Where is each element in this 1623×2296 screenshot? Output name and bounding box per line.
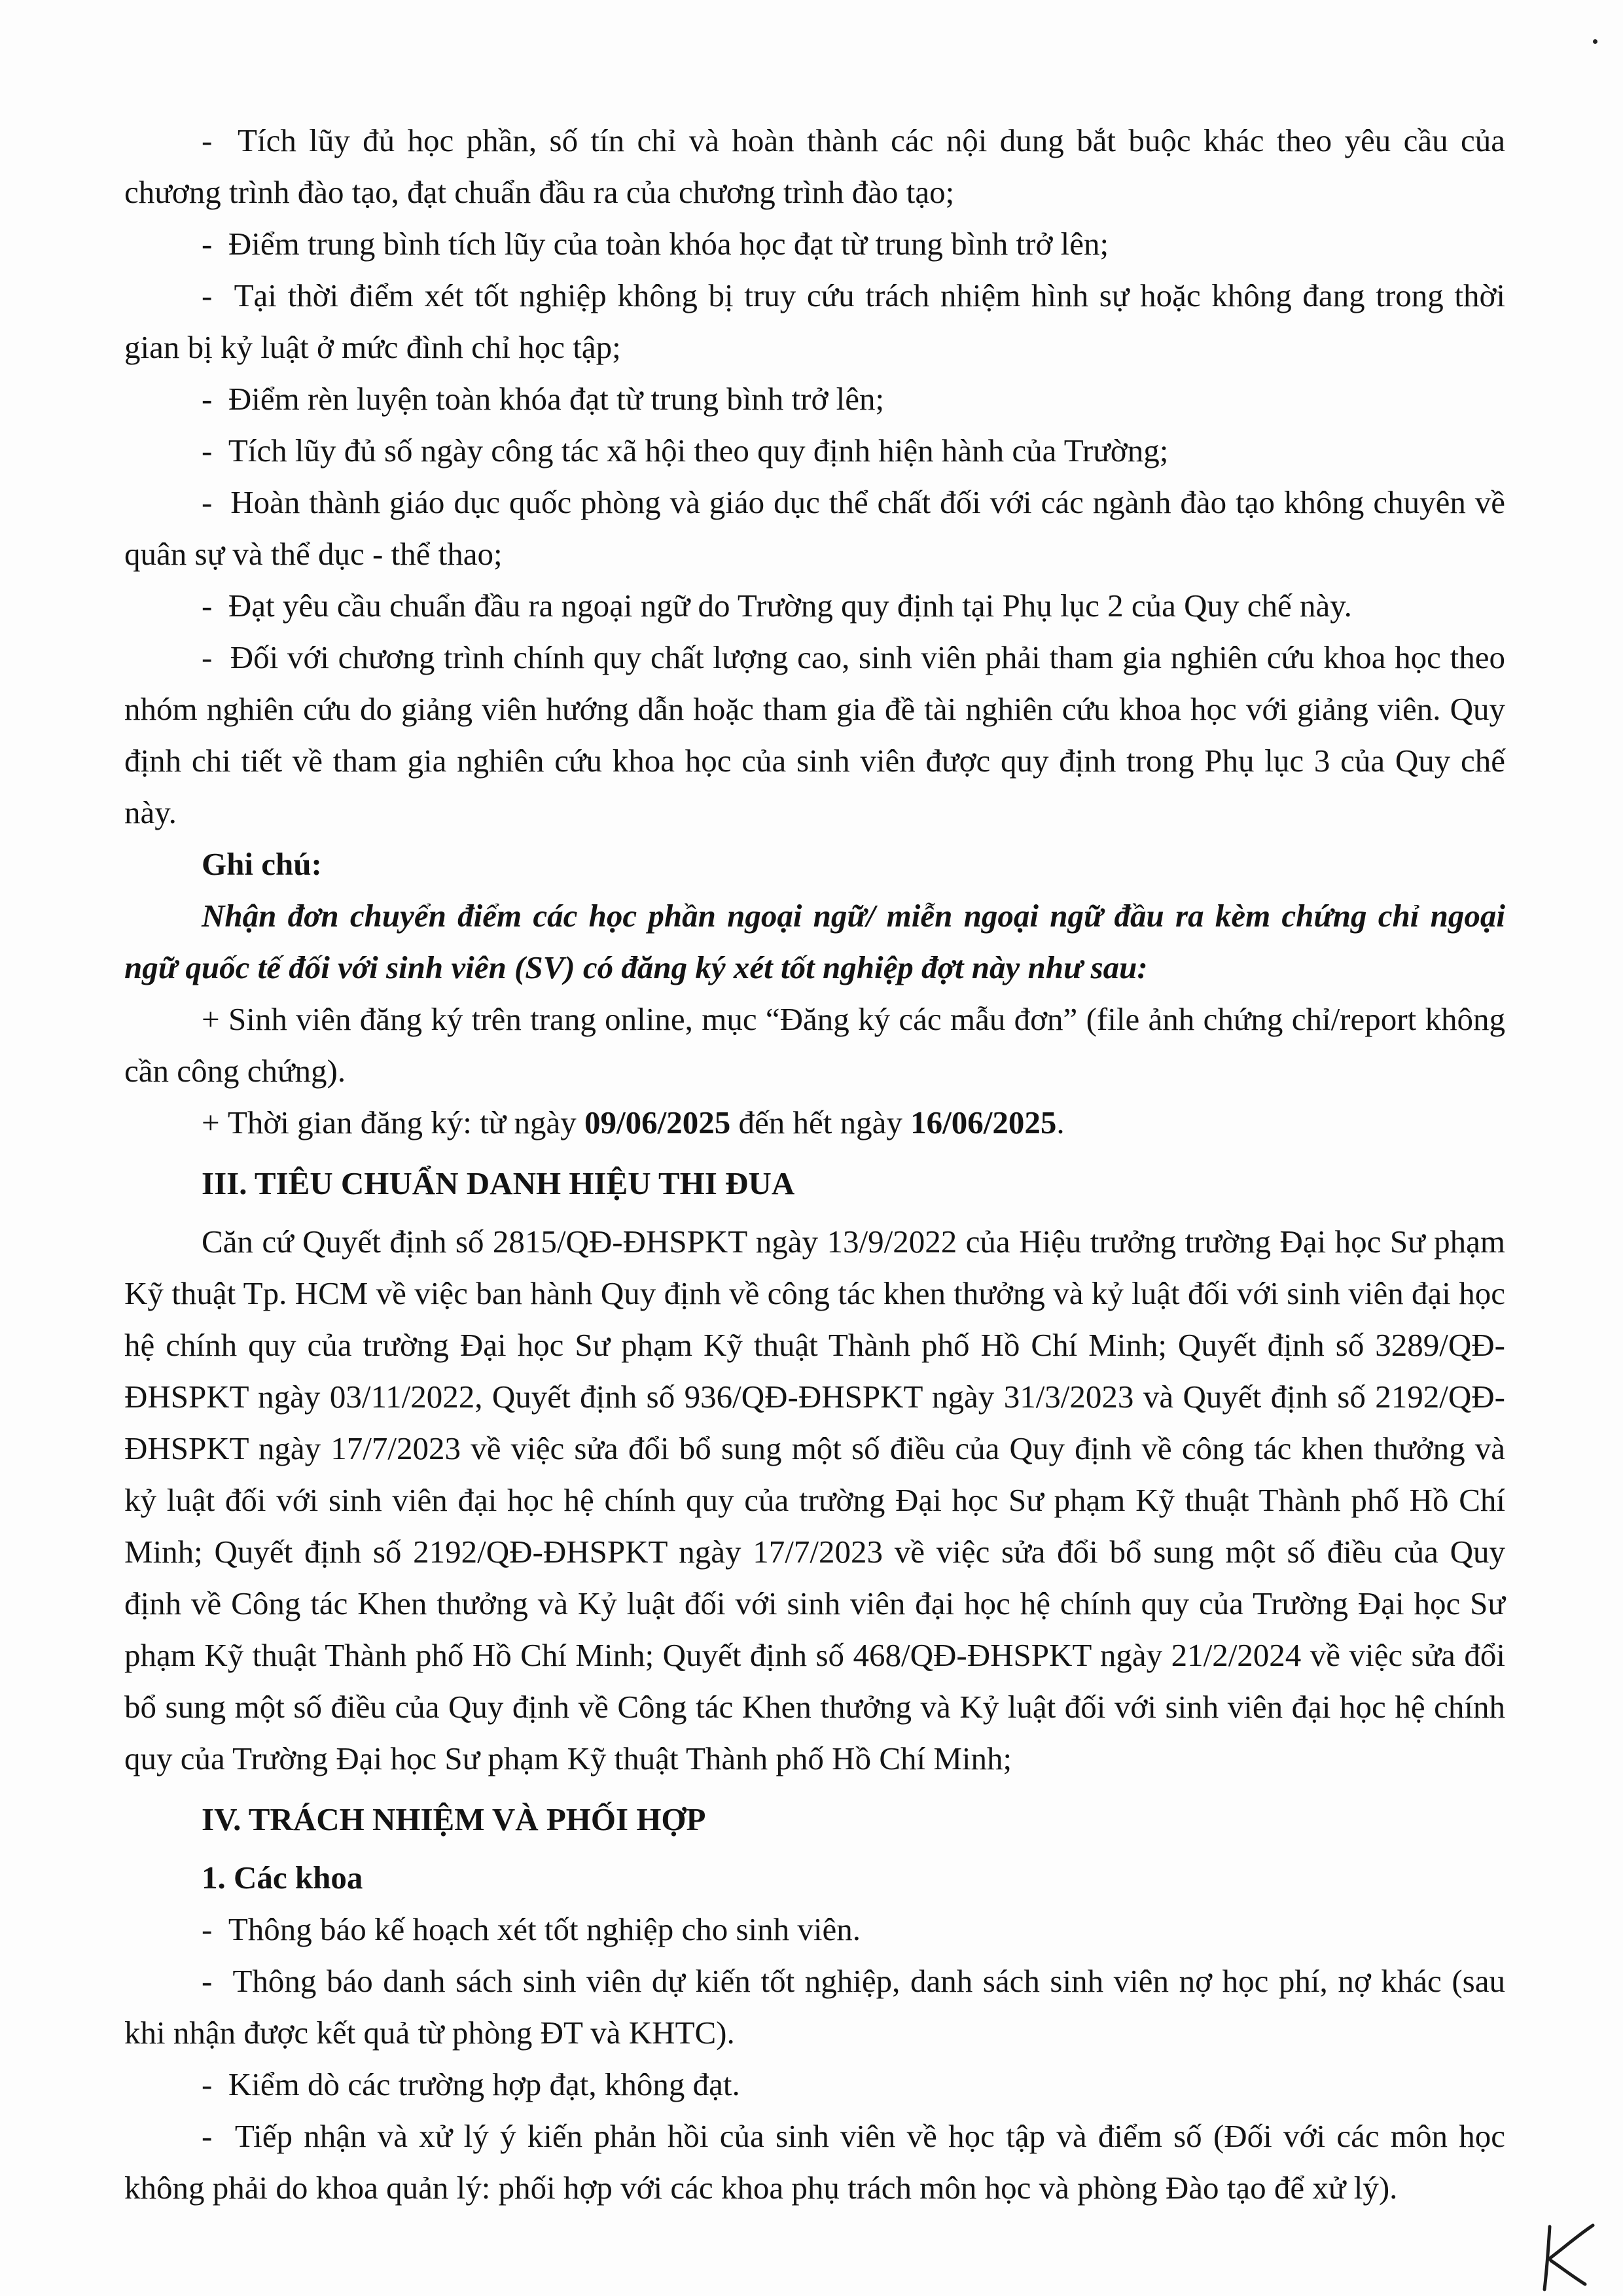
faculty-duty-bullet: - Tiếp nhận và xử lý ý kiến phản hồi của sinh viên về học tập và điểm số (Đối với các môn học không phải do khoa quản lý: phối hợp với các khoa phụ trách môn học và phòng Đào tạo để xử lý).: [124, 2110, 1505, 2214]
deadline-end-date: 16/06/2025: [910, 1104, 1057, 1140]
initial-signature: [1525, 2221, 1603, 2293]
criteria-bullet: - Tại thời điểm xét tốt nghiệp không bị truy cứu trách nhiệm hình sự hoặc không đang trong thời gian bị kỷ luật ở mức đình chỉ học tập;: [124, 270, 1505, 373]
faculty-duty-bullet: - Thông báo kế hoạch xét tốt nghiệp cho sinh viên.: [124, 1903, 1505, 1955]
section-3-body: Căn cứ Quyết định số 2815/QĐ-ĐHSPKT ngày 13/9/2022 của Hiệu trưởng trường Đại học Sư phạm Kỹ thuật Tp. HCM về việc ban hành Quy định về công tác khen thưởng và kỷ luật đối với sinh viên đại học hệ chính quy của trường Đại học Sư phạm Kỹ thuật Thành phố Hồ Chí Minh; Quyết định số 3289/QĐ-ĐHSPKT ngày 03/11/2022, Quyết định số 936/QĐ-ĐHSPKT ngày 31/3/2023 và Quyết định số 2192/QĐ-ĐHSPKT ngày 17/7/2023 về việc sửa đổi bổ sung một số điều của Quy định về công tác khen thưởng và kỷ luật đối với sinh viên đại học hệ chính quy của trường Đại học Sư phạm Kỹ thuật Thành phố Hồ Chí Minh; Quyết định số 2192/QĐ-ĐHSPKT ngày 17/7/2023 về việc sửa đổi bổ sung một số điều của Quy định về Công tác Khen thưởng và Kỷ luật đối với sinh viên đại học hệ chính quy của Trường Đại học Sư phạm Kỹ thuật Thành phố Hồ Chí Minh; Quyết định số 468/QĐ-ĐHSPKT ngày 21/2/2024 về việc sửa đổi bổ sung một số điều của Quy định về Công tác Khen thưởng và Kỷ luật đối với sinh viên đại học hệ chính quy của Trường Đại học Sư phạm Kỹ thuật Thành phố Hồ Chí Minh;: [124, 1224, 1505, 1776]
note-intro: Nhận đơn chuyển điểm các học phần ngoại ngữ/ miễn ngoại ngữ đầu ra kèm chứng chỉ ngoại ngữ quốc tế đối với sinh viên (SV) có đăng ký xét tốt nghiệp đợt này như sau:: [124, 898, 1505, 985]
deadline-suffix: .: [1056, 1104, 1065, 1140]
section-4-heading: IV. TRÁCH NHIỆM VÀ PHỐI HỢP: [202, 1801, 706, 1837]
note-item-deadline: [124, 1097, 1505, 1148]
faculty-duty-bullet: - Kiểm dò các trường hợp đạt, không đạt.: [124, 2058, 1505, 2110]
deadline-prefix: Thời gian đăng ký: từ ngày: [227, 1104, 584, 1140]
scan-dot-mark: [1593, 39, 1597, 44]
criteria-bullet: - Tích lũy đủ số ngày công tác xã hội theo quy định hiện hành của Trường;: [124, 425, 1505, 476]
faculty-duty-bullet: - Thông báo danh sách sinh viên dự kiến tốt nghiệp, danh sách sinh viên nợ học phí, nợ khác (sau khi nhận được kết quả từ phòng ĐT và KHTC).: [124, 1955, 1505, 2058]
criteria-bullet: - Điểm rèn luyện toàn khóa đạt từ trung bình trở lên;: [124, 373, 1505, 425]
criteria-bullet: - Điểm trung bình tích lũy của toàn khóa học đạt từ trung bình trở lên;: [124, 218, 1505, 270]
criteria-bullet: - Hoàn thành giáo dục quốc phòng và giáo dục thể chất đối với các ngành đào tạo không chuyên về quân sự và thể dục - thể thao;: [124, 476, 1505, 580]
deadline-start-date: 09/06/2025: [584, 1104, 731, 1140]
subsection-faculties-heading: 1. Các khoa: [202, 1860, 363, 1896]
document-body: [124, 115, 1505, 2214]
note-item-registration: + Sinh viên đăng ký trên trang online, mục “Đăng ký các mẫu đơn” (file ảnh chứng chỉ/report không cần công chứng).: [124, 993, 1505, 1097]
section-3-heading: III. TIÊU CHUẨN DANH HIỆU THI ĐUA: [202, 1165, 795, 1201]
criteria-bullet: - Đạt yêu cầu chuẩn đầu ra ngoại ngữ do Trường quy định tại Phụ lục 2 của Quy chế này.: [124, 580, 1505, 631]
criteria-bullet: - Đối với chương trình chính quy chất lượng cao, sinh viên phải tham gia nghiên cứu khoa học theo nhóm nghiên cứu do giảng viên hướng dẫn hoặc tham gia đề tài nghiên cứu khoa học với giảng viên. Quy định chi tiết về tham gia nghiên cứu khoa học của sinh viên được quy định trong Phụ lục 3 của Quy chế này.: [124, 631, 1505, 838]
criteria-bullet: - Tích lũy đủ học phần, số tín chỉ và hoàn thành các nội dung bắt buộc khác theo yêu cầu của chương trình đào tạo, đạt chuẩn đầu ra của chương trình đào tạo;: [124, 115, 1505, 218]
deadline-mid: đến hết ngày: [730, 1104, 911, 1140]
note-label: Ghi chú:: [202, 846, 322, 882]
